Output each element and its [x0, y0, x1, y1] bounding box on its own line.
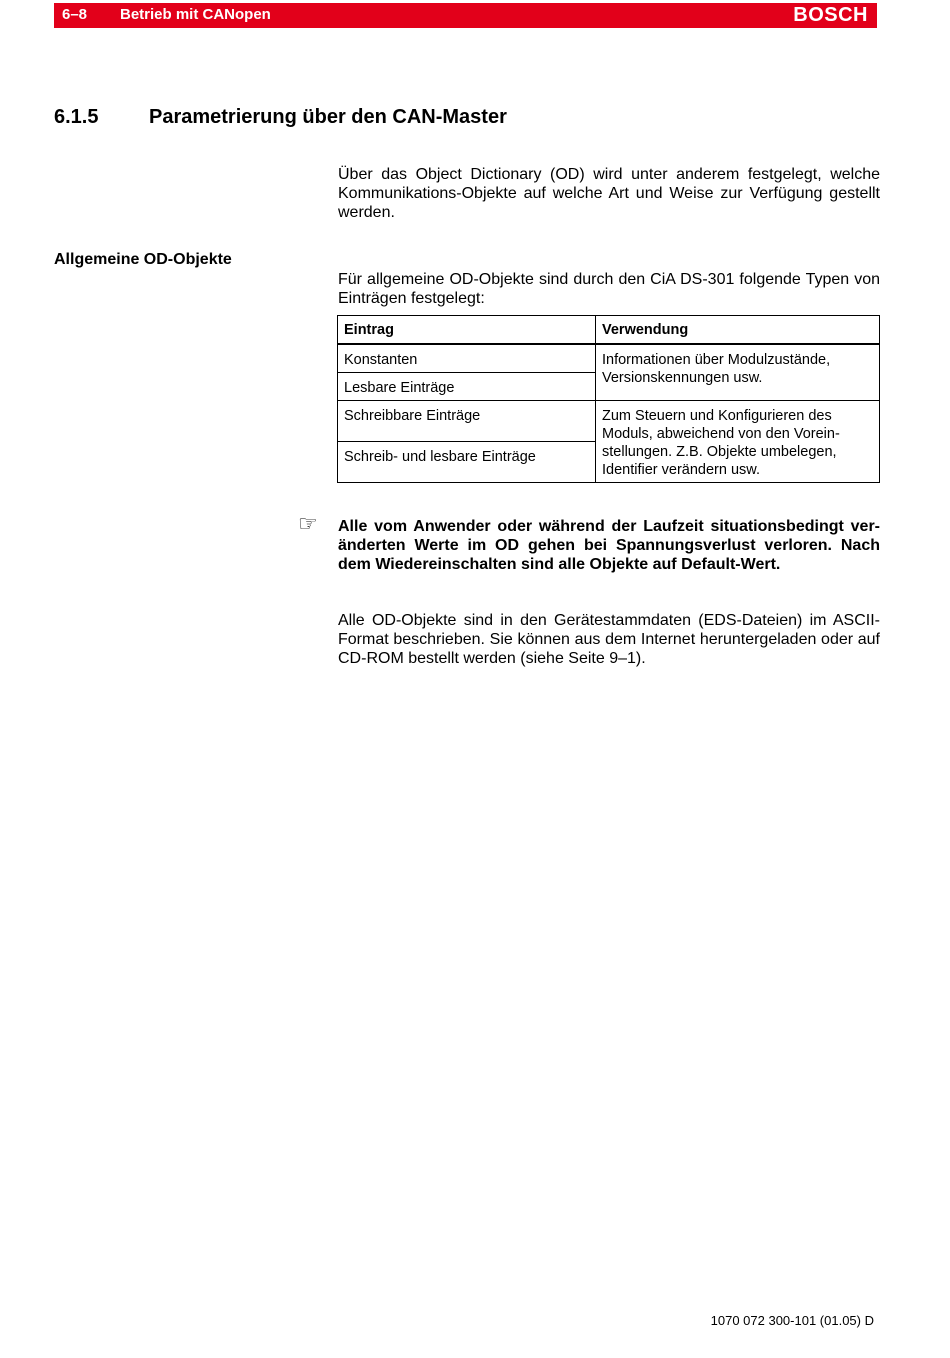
- intro-paragraph: Über das Object Dictionary (OD) wird unter anderem festgelegt, welche Kommunikations-Objekte auf welche Art und Weise zur Verfügung gestellt werden.: [338, 166, 880, 221]
- entry-cell: Schreibbare Einträge: [338, 400, 596, 441]
- document-number: 1070 072 300-101 (01.05) D: [710, 1313, 874, 1328]
- side-heading: Allgemeine OD-Objekte: [54, 251, 232, 268]
- pointing-hand-icon: ☞: [298, 511, 318, 536]
- page-header: [54, 3, 877, 28]
- note-text: Alle vom Anwender oder während der Laufzeit situationsbedingt ver-änderten Werte im OD gehen bei Spannungsverlust verloren. Nach dem Wiedereinschalten sind alle Objekte auf Default-Wert.: [338, 518, 880, 573]
- page-number: 6–8: [62, 6, 88, 23]
- bosch-logo: BOSCH: [793, 4, 868, 26]
- od-entries-table: [337, 315, 880, 483]
- entry-cell: Schreib- und lesbare Einträge: [338, 441, 596, 482]
- table-header-row: [338, 316, 880, 345]
- types-paragraph: Für allgemeine OD-Objekte sind durch den CiA DS-301 folgende Typen von Einträgen festgelegt:: [338, 271, 880, 307]
- entry-cell: Konstanten: [338, 344, 596, 372]
- table-row: [338, 344, 880, 372]
- table-row: [338, 400, 880, 441]
- eds-paragraph: Alle OD-Objekte sind in den Gerätestammdaten (EDS-Dateien) im ASCII-Format beschrieben. Sie können aus dem Internet heruntergeladen oder auf CD-ROM bestellt werden (siehe Seite 9–1).: [338, 612, 880, 667]
- header-verwendung: Verwendung: [596, 316, 880, 345]
- entry-cell: Lesbare Einträge: [338, 372, 596, 400]
- usage-cell: Zum Steuern und Konfigurieren des Moduls, abweichend von den Vorein-stellungen. Z.B. Objekte umbelegen, Identifier verändern usw.: [596, 400, 880, 482]
- usage-cell: Informationen über Modulzustände, Versionskennungen usw.: [596, 344, 880, 400]
- section-number: 6.1.5: [54, 106, 99, 128]
- header-eintrag: Eintrag: [338, 316, 596, 345]
- section-title: Parametrierung über den CAN-Master: [149, 106, 507, 128]
- chapter-title: Betrieb mit CANopen: [120, 6, 271, 23]
